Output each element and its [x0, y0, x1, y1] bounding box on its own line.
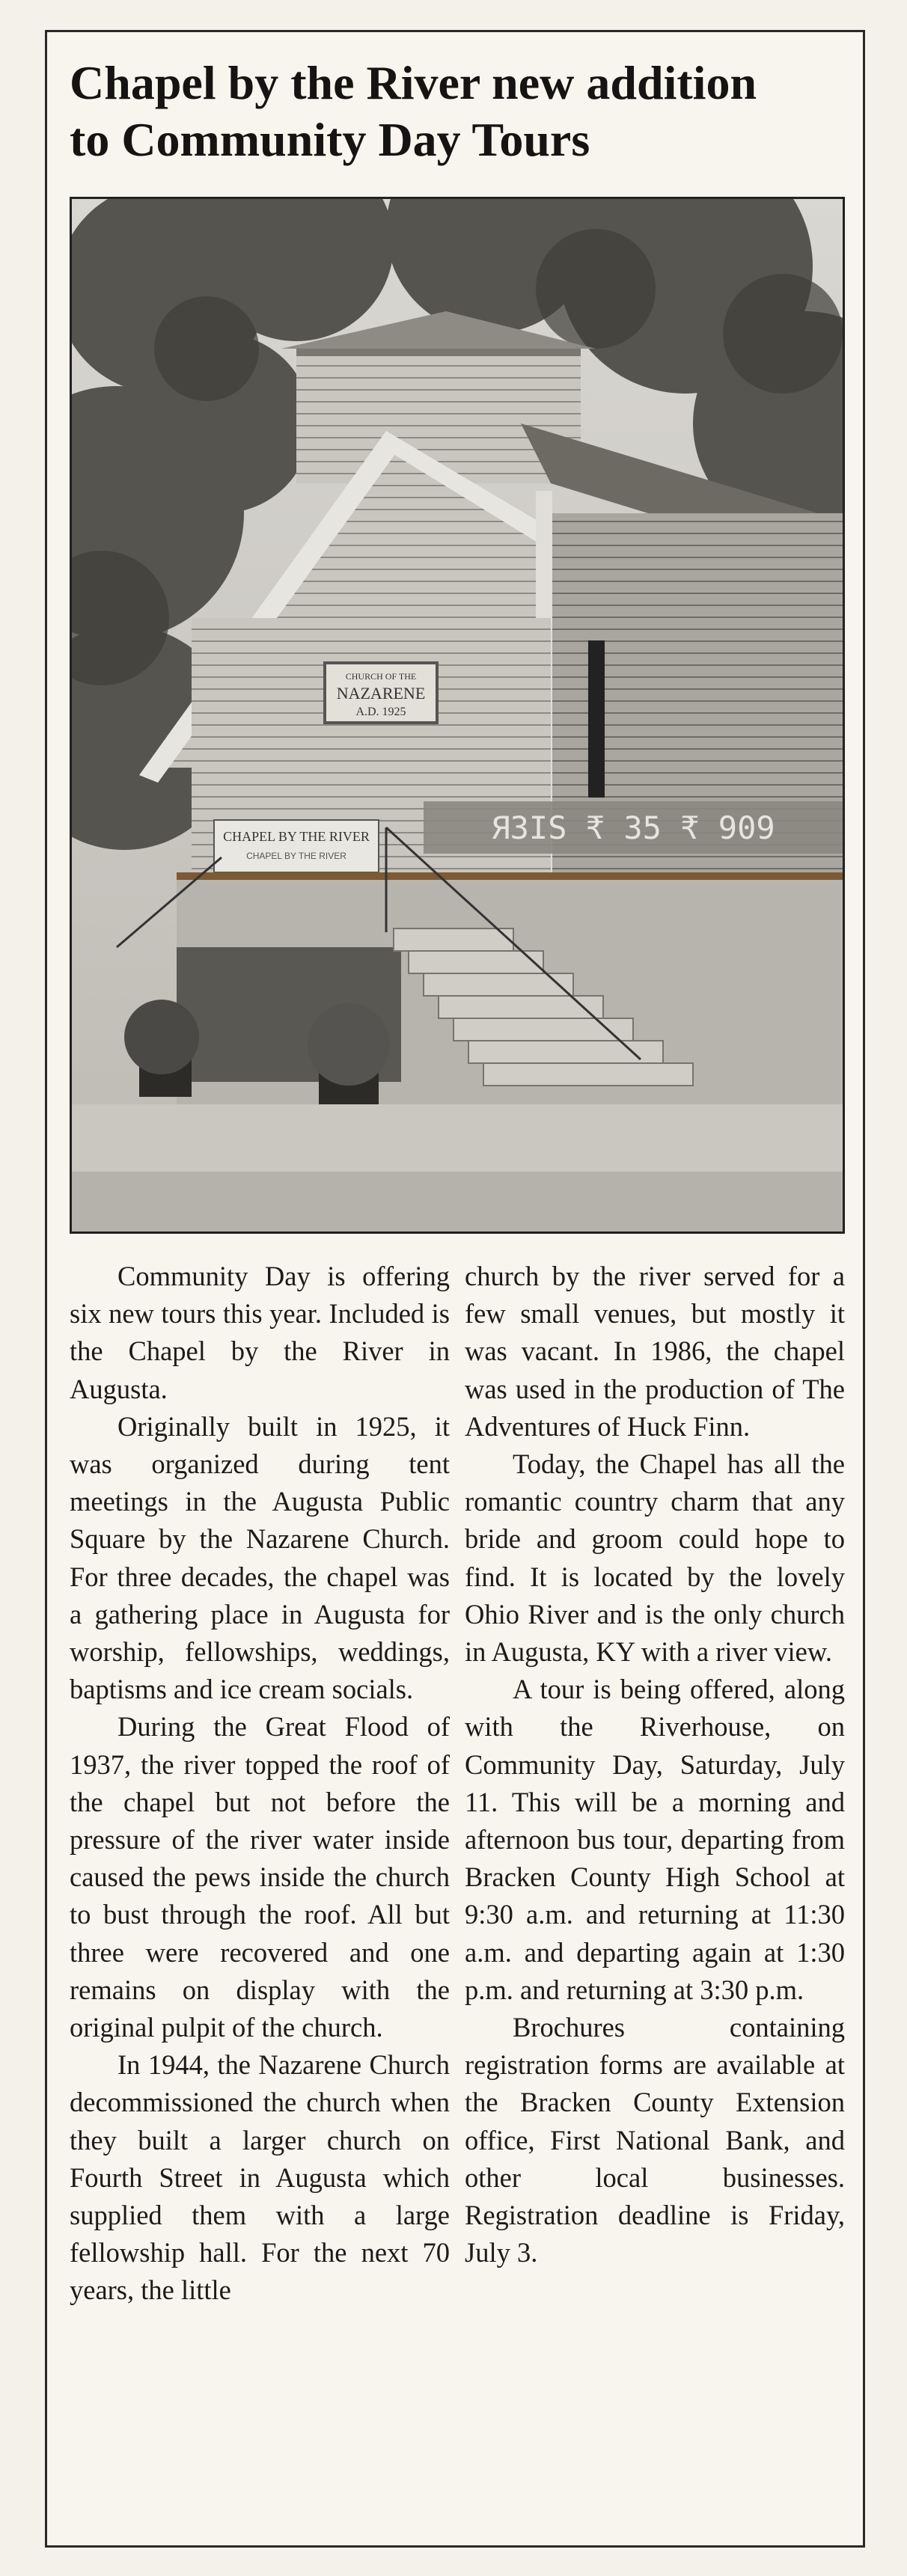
article-headline	[70, 55, 848, 168]
right-column	[465, 1258, 845, 2271]
headline-line-1: Chapel by the River new addition	[70, 56, 757, 109]
plaque-line-2: NAZARENE	[336, 684, 426, 703]
plaque-line-3: A.D. 1925	[355, 706, 406, 718]
chapel-photo-image	[72, 199, 843, 1232]
paragraph: A tour is being offered, along with the Riverhouse, on Community Day, Saturday, July 11. This will be a morning and afternoon bus tour, departing from Bracken County High School at 9:30 a.m. and returning at 11:30 a.m. and departing again at 1:30 p.m. and returning at 3:30 p.m.	[465, 1674, 845, 2005]
paragraph: Originally built in 1925, it was organized during tent meetings in the Augusta Public Square by the Nazarene Church. For three decades, the chapel was a gathering place in Augusta for worship, fellowships, weddings, baptisms and ice cream socials.	[70, 1410, 450, 1705]
paragraph: Brochures containing registration forms are available at the Bracken County Extension office, First National Bank, and other local businesses. Registration deadline is Friday, July 3.	[465, 2012, 845, 2268]
left-column	[70, 1258, 450, 2310]
plaque-line-1: CHURCH OF THE	[345, 671, 417, 682]
paragraph: In 1944, the Nazarene Church decommissioned the church when they built a larger church on Fourth Street in Augusta which supplied them with a large fellowship hall. For the next 70 years, the little	[70, 2049, 450, 2306]
paragraph: Today, the Chapel has all the romantic country charm that any bride and groom could hope to find. It is located by the lovely Ohio River and is the only church in Augusta, KY with a river view.	[465, 1448, 845, 1668]
paragraph-continued: church by the river served for a few small venues, but mostly it was vacant. In 1986, the chapel was used in the production of The Adventures of Huck Finn.	[465, 1261, 845, 1442]
sign-board-line-1: CHAPEL BY THE RIVER	[223, 829, 370, 844]
paragraph: Community Day is offering six new tours this year. Included is the Chapel by the River in Augusta.	[70, 1261, 450, 1404]
newspaper-clipping	[45, 30, 865, 2548]
sign-board-line-2: CHAPEL BY THE RIVER	[246, 851, 346, 861]
headline-line-2: to Community Day Tours	[70, 113, 590, 166]
chapel-photo	[70, 197, 845, 1234]
paragraph: During the Great Flood of 1937, the river topped the roof of the chapel but not before the pressure of the river water inside caused the pews inside the church to bust through the roof. All but three were recovered and one remains on display with the original pulpit of the church.	[70, 1711, 450, 2043]
window-sign-text: ЯЗІS ₹ 35 ₹ 909	[491, 810, 775, 846]
